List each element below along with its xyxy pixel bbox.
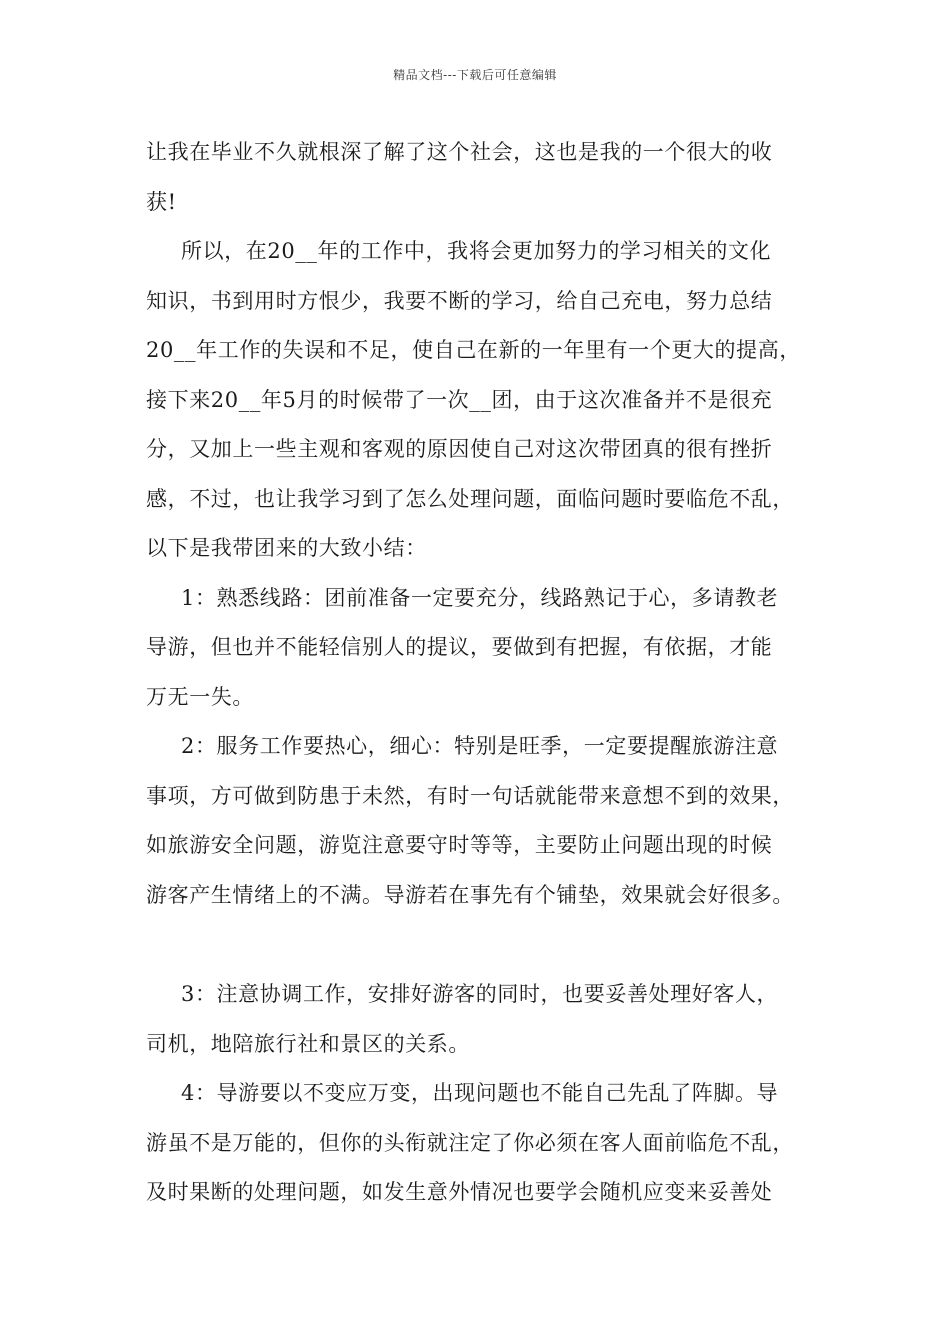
paragraph-start-line: 所以，在20__年的工作中，我将会更加努力的学习相关的文化 xyxy=(181,239,772,263)
text-line: 分，又加上一些主观和客观的原因使自己对这次带团真的很有挫折 xyxy=(146,437,773,461)
list-item-1-line: 1：熟悉线路：团前准备一定要充分，线路熟记于心，多请教老 xyxy=(181,585,779,610)
text-line: 让我在毕业不久就根深了解了这个社会，这也是我的一个很大的收 xyxy=(146,140,773,164)
list-item-2-line: 2：服务工作要热心，细心：特别是旺季，一定要提醒旅游注意 xyxy=(181,734,779,758)
text-line: 如旅游安全问题，游览注意要守时等等，主要防止问题出现的时候 xyxy=(146,833,773,857)
text-line: 导游，但也并不能轻信别人的提议，要做到有把握，有依据，才能 xyxy=(146,635,773,659)
text-line: 事项，方可做到防患于未然，有时一句话就能带来意想不到的效果， xyxy=(146,783,794,808)
page-header: 精品文档---下载后可任意编辑 xyxy=(393,68,557,82)
text-line: 司机，地陪旅行社和景区的关系。 xyxy=(146,1031,470,1056)
paragraph-gap xyxy=(146,920,826,970)
text-line: 知识，书到用时方恨少，我要不断的学习，给自己充电，努力总结 xyxy=(146,288,773,313)
text-line: 20__年工作的失误和不足，使自己在新的一年里有一个更大的提高， xyxy=(146,338,801,362)
list-item-3-line: 3：注意协调工作，安排好游客的同时，也要妥善处理好客人， xyxy=(181,982,779,1006)
text-line: 获! xyxy=(146,189,177,214)
text-line: 接下来20__年5月的时候带了一次__团，由于这次准备并不是很充 xyxy=(146,387,773,412)
document-body xyxy=(146,128,826,1218)
text-line: 以下是我带团来的大致小结： xyxy=(146,536,427,560)
text-line: 及时果断的处理问题，如发生意外情况也要学会随机应变来妥善处 xyxy=(146,1180,773,1204)
list-item-4-line: 4：导游要以不变应万变，出现问题也不能自己先乱了阵脚。导 xyxy=(181,1081,779,1105)
text-line: 万无一失。 xyxy=(146,684,254,709)
text-line: 游虽不是万能的，但你的头衔就注定了你必须在客人面前临危不乱， xyxy=(146,1130,794,1155)
text-line: 游客产生情绪上的不满。导游若在事先有个铺垫，效果就会好很多。 xyxy=(146,882,794,907)
text-line: 感，不过，也让我学习到了怎么处理问题，面临问题时要临危不乱， xyxy=(146,486,794,511)
